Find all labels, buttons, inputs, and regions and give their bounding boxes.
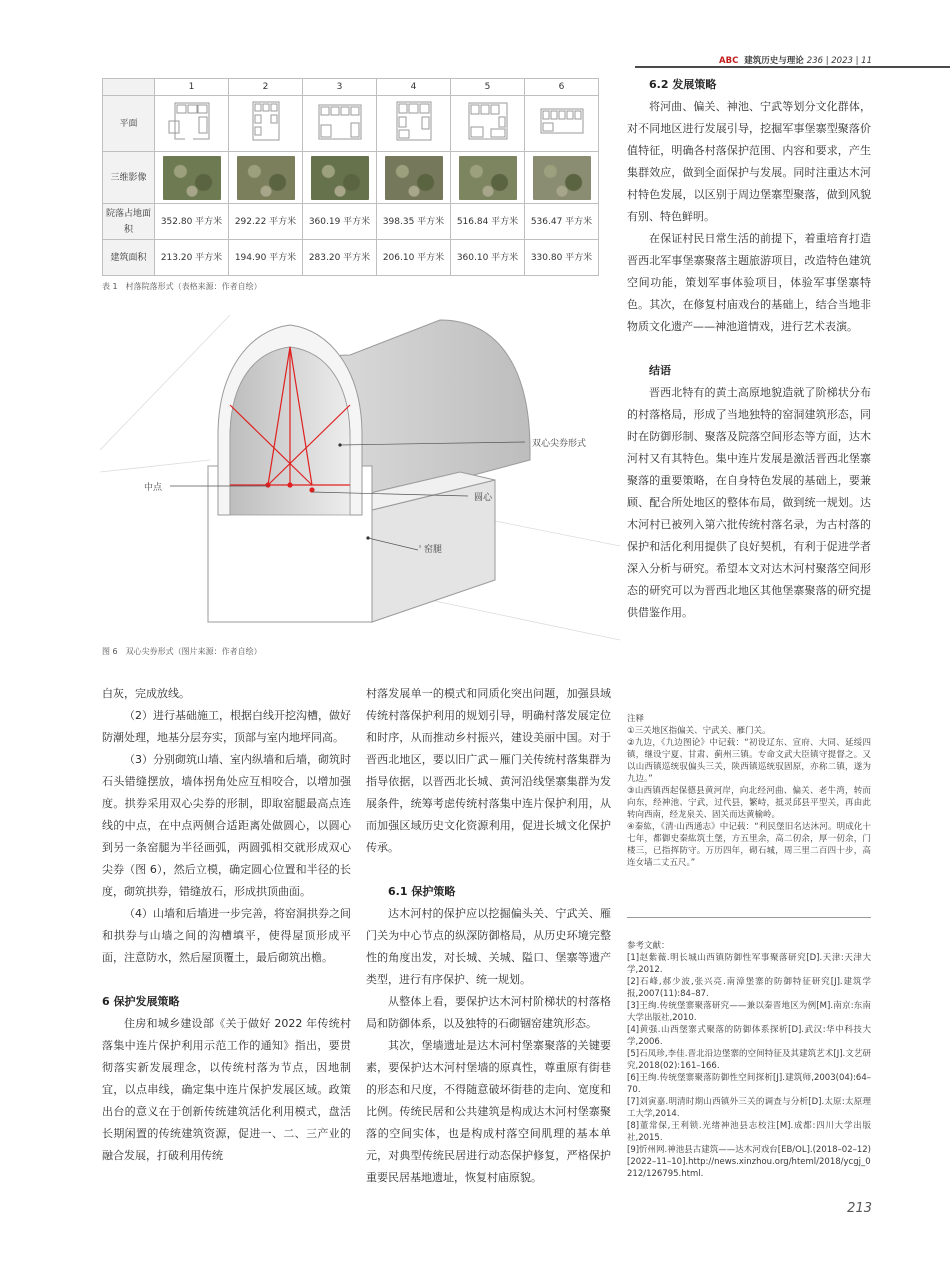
paragraph: （3）分别砌筑山墙、室内纵墙和后墙，砌筑时石头错缝摆放，墙体拐角处应互相咬合，以增加强度。拱券采用双心尖券的形制，即取窑腿最高点连线的中点，在中点两侧合适距离处做圆心，以圆心到另一条窑腿为半径画弧，两圆弧相交就形成双心尖券（图 6），然后立模，确定圆心位置和半径的长度，砌筑拱券，错缝放石，形成拱顶曲面。 — [102, 753, 351, 898]
building-area: 194.90 平方米 — [229, 240, 303, 276]
row-label-courtyard: 院落占地面积 — [103, 204, 155, 240]
building-area: 283.20 平方米 — [303, 240, 377, 276]
paragraph: 将河曲、偏关、神池、宁武等划分文化群体，对不同地区进行发展引导，挖掘军事堡寨型聚落价值特征，明确各村落保护范围、内容和要求，产生集群效应，做到全面保护与发展。同时注重达木河村特色发展，以区别于周边堡寨型聚落，做到风貌有别、特色鲜明。 — [627, 100, 871, 223]
plan-drawing-2 — [241, 99, 291, 143]
courtyard-area: 536.47 平方米 — [525, 204, 599, 240]
plan-cell — [451, 96, 525, 152]
page-number: 213 — [847, 1201, 872, 1216]
note-item: ④秦紘，《清·山西通志》中记载：“利民堡旧名达沐河。明成化十七年，都御史秦紘筑土堡，方五里余，高二仞余，厚一仞余，门楼三，已指挥防守。万历四年，砌石城，周三里二百四十步，高连女墙二丈五尺。” — [627, 822, 871, 868]
plan-cell — [155, 96, 229, 152]
double-arch-diagram — [100, 300, 620, 645]
table-corner — [103, 79, 155, 96]
references-title: 参考文献： — [627, 941, 670, 951]
satellite-image — [533, 156, 591, 200]
col-number: 2 — [229, 79, 303, 96]
col-number: 5 — [451, 79, 525, 96]
satellite-image — [459, 156, 517, 200]
satellite-image — [237, 156, 295, 200]
courtyard-area: 516.84 平方米 — [451, 204, 525, 240]
table-row-plan — [103, 96, 599, 152]
paragraph: 达木河村的保护应以挖掘偏头关、宁武关、雁门关为中心节点的纵深防御格局，从历史环境完整性的角度出发，对长城、关城、隘口、堡寨等遗产类型，进行有序保护、统一规划。 — [366, 907, 611, 986]
label-double-arch: 双心尖券形式 — [532, 439, 587, 449]
paragraph: 村落发展单一的模式和同质化突出问题，加强县域传统村落保护利用的规划引导，明确村落发展定位和时序，从而推动乡村振兴，建设美丽中国。对于晋西北地区，要以旧广武－雁门关传统村落集群为指导依据，以晋西北长城、黄河沿线堡寨集群为发展条件，统筹考虑传统村落集中连片保护利用，从而加强区域历史文化资源利用，促进长城文化保护传承。 — [366, 687, 611, 854]
courtyard-area: 292.22 平方米 — [229, 204, 303, 240]
column-middle — [366, 683, 611, 1189]
reference-item: [9]忻州网.神池县古建筑——达木河戏台[EB/OL].(2018–02–12)[2022–11–10].http://news.xinzhou.org/hteml/2018/ycgj_0212/126795.html. — [627, 1145, 871, 1179]
reference-item: [6]王绚.传统堡寨聚落防御性空间探析[J].建筑师,2003(04):64–70. — [627, 1073, 871, 1095]
journal-issue: 236 | 2023 | 11 — [806, 56, 872, 66]
satellite-image — [385, 156, 443, 200]
reference-item: [4]黄强.山西堡寨式聚落的防御体系探析[D].武汉:华中科技大学,2006. — [627, 1025, 871, 1047]
col-number: 3 — [303, 79, 377, 96]
paragraph: 从整体上看，要保护达木河村阶梯状的村落格局和防御体系，以及独特的石砌锢窑建筑形态。 — [366, 995, 611, 1030]
note-item: ②九边，《九边图论》中记载：“初设辽东、宣府、大同、延绥四镇，继设宁夏、甘肃、蓟州三镇。专命文武大臣镇守提督之。又以山西镇巡统驭偏头三关，陕西镇巡统驭固原，亦称二镇，遂为九边。” — [627, 738, 871, 784]
row-label-building: 建筑面积 — [103, 240, 155, 276]
courtyard-area: 352.80 平方米 — [155, 204, 229, 240]
note-item: ①三关地区指偏关、宁武关、雁门关。 — [627, 726, 771, 736]
journal-logo: ABC — [719, 56, 739, 66]
reference-item: [1]赵紫薇.明长城山西镇防御性军事聚落研究[D].天津:天津大学,2012. — [627, 953, 871, 975]
table-caption: 表 1 村落院落形式（表格来源：作者自绘） — [102, 282, 262, 291]
note-item: ③山西镇西起保德县黄河岸，向北经河曲、偏关、老牛湾，转而向东，经神池、宁武，过代县，繁峙，抵灵邱县平型关，再由此转向西南，经龙泉关、固关而达黄榆岭。 — [627, 786, 871, 820]
plan-drawing-5 — [463, 99, 513, 143]
reference-item: [8]董常保,王利锁.光绪神池县志校注[M].成都:四川大学出版社,2015. — [627, 1121, 871, 1143]
references-block — [627, 940, 871, 1180]
col-number: 4 — [377, 79, 451, 96]
courtyard-area: 398.35 平方米 — [377, 204, 451, 240]
table-row-image — [103, 152, 599, 204]
paragraph: （4）山墙和后墙进一步完善，将窑洞拱券之间和拱券与山墙之间的沟槽填平，使得屋顶形成平面，注意防水，然后屋顶覆土，最后砌筑出檐。 — [102, 907, 351, 964]
notes-block — [627, 713, 871, 869]
section-heading: 6.1 保护策略 — [388, 885, 456, 898]
row-label-plan: 平面 — [103, 96, 155, 152]
building-area: 213.20 平方米 — [155, 240, 229, 276]
paragraph: 晋西北特有的黄土高原地貌造就了阶梯状分布的村落格局，形成了当地独特的窑洞建筑形态，同时在防御形制、聚落及院落空间形态等方面，达木河村又有其特色。集中连片发展是激活晋西北堡寨聚落的重要策略，在自身特色发展的基础上，要兼顾、配合所处地区的整体布局，做到统一规划。达木河村已被列入第六批传统村落名录，为古村落的保护和活化利用提供了良好契机，有利于促进学者深入分析与研究。希望本文对达木河村聚落空间形态的研究可以为晋西北地区其他堡寨聚落的研究提供借鉴作用。 — [627, 386, 871, 619]
table-header-row — [103, 79, 599, 96]
plan-drawing-3 — [315, 99, 365, 143]
section-heading: 结语 — [649, 364, 671, 377]
paragraph: 其次，堡墙遗址是达木河村堡寨聚落的关键要素，要保护达木河村堡墙的原真性，尊重原有街巷的形态和尺度，不得随意破坏街巷的走向、宽度和比例。传统民居和公共建筑是构成达木河村堡寨聚落的空间实体，也是构成村落空间肌理的基本单元，对典型传统民居进行动态保护修复，严格保护重要民居基地遗址，恢复村庙原貌。 — [366, 1039, 611, 1184]
section-heading: 6 保护发展策略 — [102, 995, 180, 1008]
label-midpoint: 中点 — [144, 483, 163, 493]
building-area: 360.10 平方米 — [451, 240, 525, 276]
reference-item: [5]石凤珍,李佳.晋北沿边堡寨的空间特征及其建筑艺术[J].文艺研究,2018(02):161–166. — [627, 1049, 871, 1071]
notes-title: 注释 — [627, 714, 645, 724]
wall-marker — [366, 536, 369, 539]
notes-divider — [627, 917, 871, 918]
column-left — [102, 683, 351, 1167]
midpoint-dot — [287, 482, 292, 487]
plan-drawing-6 — [537, 99, 587, 143]
vault-marker — [338, 443, 341, 446]
plan-drawing-1 — [167, 99, 217, 143]
label-wall: 窑腿 — [424, 545, 443, 555]
center-dot-left — [265, 482, 270, 487]
section-heading: 6.2 发展策略 — [649, 78, 717, 91]
label-center: 圆心 — [474, 493, 493, 503]
plan-cell — [525, 96, 599, 152]
courtyard-table — [102, 78, 599, 276]
paragraph: （2）进行基础施工，根据白线开挖沟槽，做好防潮处理，地基分层夯实，顶部与室内地坪同高。 — [102, 709, 351, 744]
plan-cell — [377, 96, 451, 152]
building-area: 330.80 平方米 — [525, 240, 599, 276]
courtyard-area: 360.19 平方米 — [303, 204, 377, 240]
reference-item: [7]刘寅嘉.明清时期山西镇外三关的调查与分析[D].太原:太原理工大学,2014. — [627, 1097, 871, 1119]
row-label-image: 三维影像 — [103, 152, 155, 204]
satellite-image — [311, 156, 369, 200]
plan-cell — [229, 96, 303, 152]
paragraph: 住房和城乡建设部《关于做好 2022 年传统村落集中连片保护利用示范工作的通知》指出，要贯彻落实新发展理念，以传统村落为节点，因地制宜，以点串线，确定集中连片保护发展区域。政策出台的意义在于创新传统建筑活化利用模式，盘活长期闲置的传统建筑资源，促进一、二、三产业的融合发展，打破利用传统 — [102, 1017, 351, 1162]
satellite-image — [163, 156, 221, 200]
col-number: 6 — [525, 79, 599, 96]
journal-section: 建筑历史与理论 — [744, 56, 804, 66]
plan-cell — [303, 96, 377, 152]
reference-item: [3]王绚.传统堡寨聚落研究——兼以秦晋地区为例[M].南京:东南大学出版社,2010. — [627, 1001, 871, 1023]
figure-caption: 图 6 双心尖券形式（图片来源：作者自绘） — [102, 647, 262, 656]
column-right — [627, 74, 871, 624]
table-row-building — [103, 240, 599, 276]
reference-item: [2]石峰,郝少波,张兴亮.南漳堡寨的防御特征研究[J].建筑学报,2007(11):84–87. — [627, 977, 871, 999]
paragraph: 在保证村民日常生活的前提下，着重培育打造晋西北军事堡寨聚落主题旅游项目，改造特色建筑空间功能，策划军事体验项目，体验军事堡寨特色。其次，在修复村庙戏台的基础上，结合当地非物质文化遗产——神池道情戏，进行艺术表演。 — [627, 232, 871, 333]
building-area: 206.10 平方米 — [377, 240, 451, 276]
plan-drawing-4 — [389, 99, 439, 143]
col-number: 1 — [155, 79, 229, 96]
table-row-courtyard — [103, 204, 599, 240]
header-rule — [635, 66, 950, 68]
paragraph: 白灰，完成放线。 — [102, 687, 190, 700]
running-header — [719, 54, 872, 66]
